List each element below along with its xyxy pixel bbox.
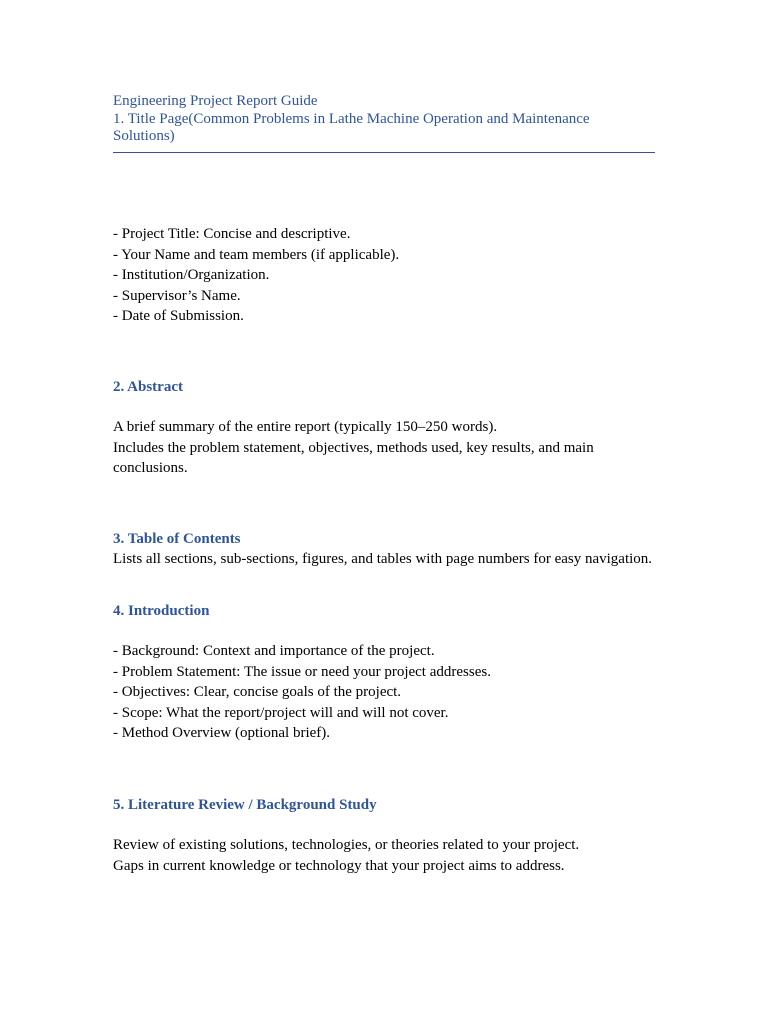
paragraph-line: Gaps in current knowledge or technology that your project aims to address. <box>113 857 565 874</box>
document-header <box>113 93 655 153</box>
list-item: - Date of Submission. <box>113 308 244 324</box>
title-block <box>113 93 655 146</box>
literature-body <box>113 835 673 876</box>
document-title: Engineering Project Report Guide <box>113 93 318 109</box>
paragraph-line: Review of existing solutions, technologies, or theories related to your project. <box>113 837 580 853</box>
introduction-list <box>113 641 673 744</box>
abstract-body <box>113 417 673 479</box>
list-item: - Institution/Organization. <box>113 267 270 283</box>
paragraph-line: conclusions. <box>113 460 188 476</box>
header-rule <box>113 152 655 153</box>
introduction-heading: 4. Introduction <box>113 603 210 619</box>
list-item: - Project Title: Concise and descriptive. <box>113 226 351 242</box>
list-item: - Objectives: Clear, concise goals of the project. <box>113 684 402 700</box>
list-item: - Your Name and team members (if applicable). <box>113 246 400 263</box>
list-item: - Supervisor’s Name. <box>113 287 241 304</box>
toc-heading: 3. Table of Contents <box>113 531 241 547</box>
section-title-line: 1. Title Page(Common Problems in Lathe Machine Operation and Maintenance <box>113 110 590 127</box>
list-item: - Scope: What the report/project will and will not cover. <box>113 704 449 721</box>
title-page-list <box>113 224 673 327</box>
list-item: - Background: Context and importance of the project. <box>113 643 435 659</box>
abstract-heading: 2. Abstract <box>113 379 183 395</box>
paragraph-line: Includes the problem statement, objectives, methods used, key results, and main <box>113 439 594 456</box>
list-item: - Problem Statement: The issue or need your project addresses. <box>113 663 491 680</box>
literature-heading: 5. Literature Review / Background Study <box>113 797 377 813</box>
section-title-line-cont: Solutions) <box>113 128 175 144</box>
toc-body <box>113 549 673 570</box>
paragraph-line: Lists all sections, sub-sections, figures, and tables with page numbers for easy navigation. <box>113 551 653 567</box>
paragraph-line: A brief summary of the entire report (typically 150–250 words). <box>113 419 498 435</box>
list-item: - Method Overview (optional brief). <box>113 725 331 741</box>
